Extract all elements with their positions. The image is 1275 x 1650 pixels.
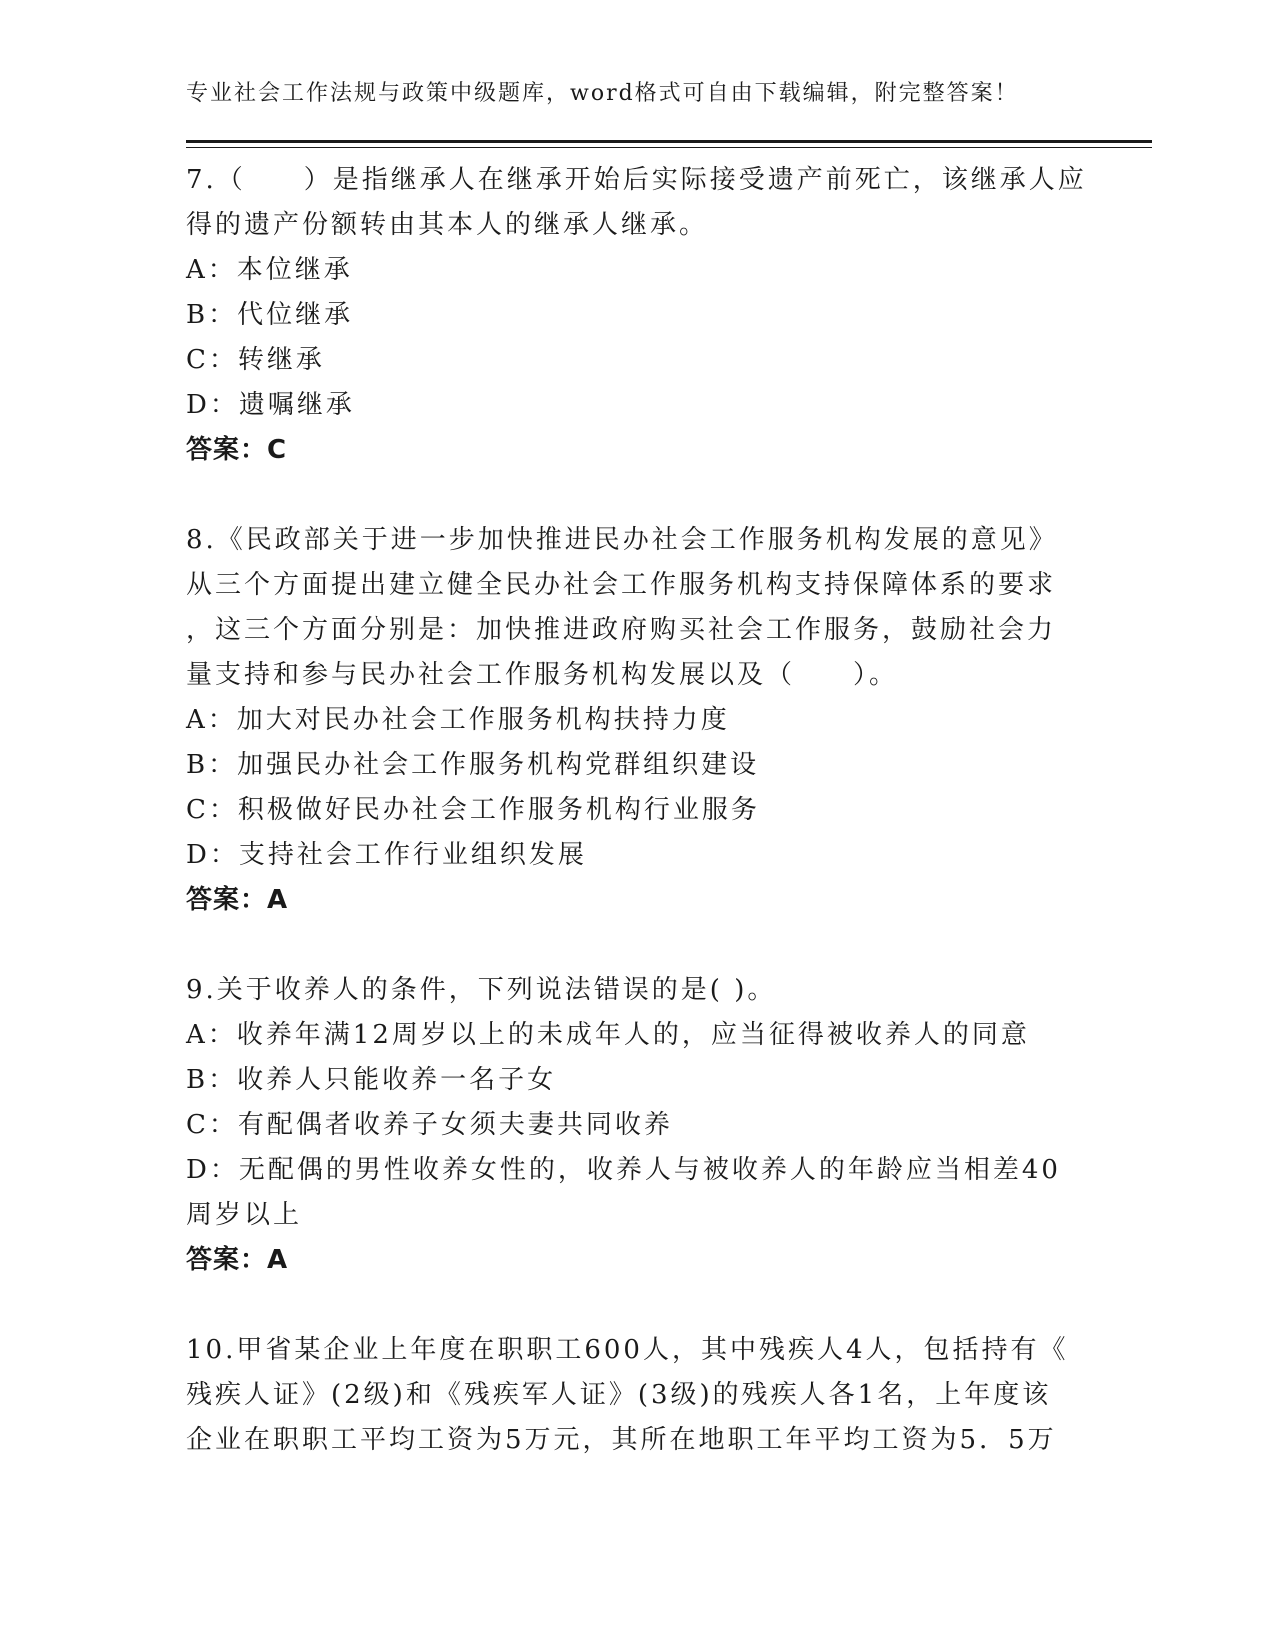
option-d-continued: 周岁以上 [186,1200,303,1230]
answer: 答案：C [186,435,288,465]
option-c: C：有配偶者收养子女须夫妻共同收养 [186,1110,673,1140]
question-text-line: 8.《民政部关于进一步加快推进民办社会工作服务机构发展的意见》 [186,525,1058,555]
option-b: B：收养人只能收养一名子女 [186,1065,557,1095]
header-rule-thin [186,147,1152,148]
header-rule-thick [186,140,1152,143]
question-text-line: 7.（ ）是指继承人在继承开始后实际接受遗产前死亡，该继承人应 [186,165,1087,195]
question-9 [186,968,1086,1283]
answer: 答案：A [186,1245,289,1275]
answer: 答案：A [186,885,289,915]
question-text-line: 9.关于收养人的条件，下列说法错误的是( )。 [186,975,777,1005]
spacer [186,473,1086,518]
option-c: C：转继承 [186,345,325,375]
option-a: A：收养年满12周岁以上的未成年人的，应当征得被收养人的同意 [186,1020,1030,1050]
option-d: D：遗嘱继承 [186,390,355,420]
question-7 [186,158,1086,473]
option-a: A：本位继承 [186,255,353,285]
question-text-line: 10.甲省某企业上年度在职职工600人，其中残疾人4人，包括持有《 [186,1335,1069,1365]
question-8 [186,518,1086,923]
question-10 [186,1328,1086,1463]
option-d: D：无配偶的男性收养女性的，收养人与被收养人的年龄应当相差40 [186,1155,1061,1185]
page-header: 专业社会工作法规与政策中级题库，word格式可自由下载编辑，附完整答案！ [186,81,1019,106]
question-text-line: 量支持和参与民办社会工作服务机构发展以及（ ）。 [186,660,899,690]
question-text-line: 从三个方面提出建立健全民办社会工作服务机构支持保障体系的要求 [186,570,1057,600]
question-list [186,158,1086,1463]
question-text-line: 得的遗产份额转由其本人的继承人继承。 [186,210,709,240]
question-text-line: 残疾人证》(2级)和《残疾军人证》(3级)的残疾人各1名，上年度该 [186,1380,1052,1410]
option-a: A：加大对民办社会工作服务机构扶持力度 [186,705,730,735]
question-text-line: ，这三个方面分别是：加快推进政府购买社会工作服务，鼓励社会力 [186,615,1057,645]
option-c: C：积极做好民办社会工作服务机构行业服务 [186,795,760,825]
spacer [186,1283,1086,1328]
option-b: B：加强民办社会工作服务机构党群组织建设 [186,750,760,780]
spacer [186,923,1086,968]
option-b: B：代位继承 [186,300,354,330]
question-text-line: 企业在职职工平均工资为5万元，其所在地职工年平均工资为5．5万 [186,1425,1057,1455]
option-d: D：支持社会工作行业组织发展 [186,840,587,870]
